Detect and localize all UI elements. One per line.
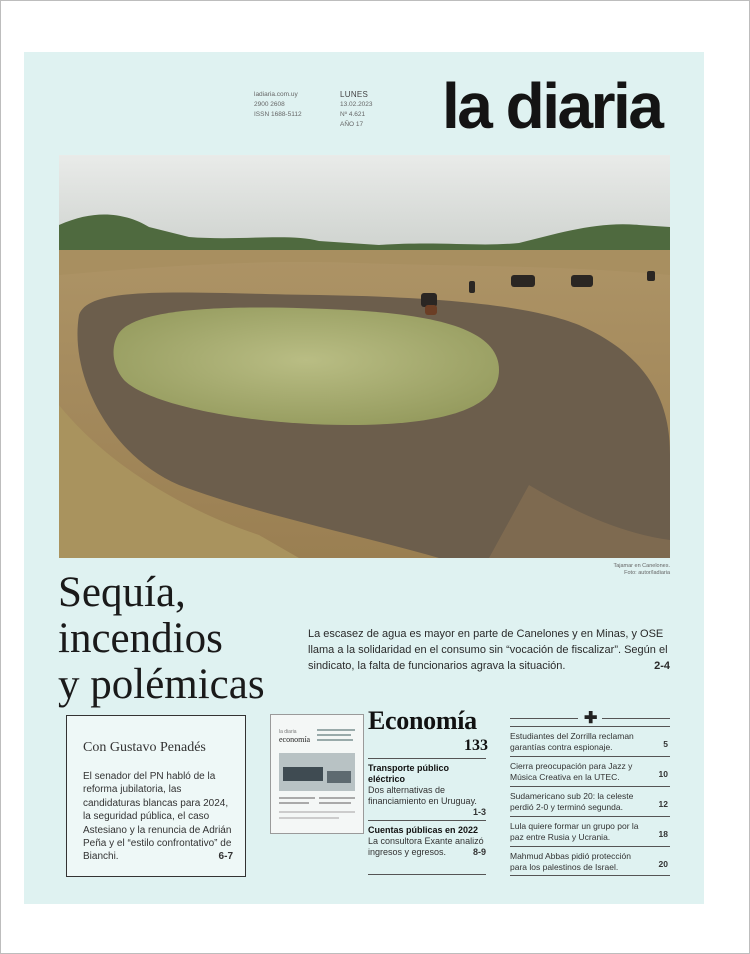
front-page bbox=[24, 52, 704, 904]
issn-text: ISSN 1688-5112 bbox=[254, 111, 302, 118]
date-text: 13.02.2023 bbox=[340, 101, 373, 108]
economia-item-heading: Transporte público eléctrico bbox=[368, 763, 450, 784]
interview-box[interactable] bbox=[66, 715, 246, 877]
brief-text: Sudamericano sub 20: la celeste perdió 2-0 y terminó segunda. bbox=[510, 791, 634, 812]
issue-number-text: Nº 4.621 bbox=[340, 111, 366, 118]
brief-item[interactable] bbox=[510, 816, 670, 845]
economia-item-text: Dos alternativas de financiamiento en Uruguay. bbox=[368, 785, 477, 806]
briefs-header bbox=[510, 710, 670, 727]
interview-text: El senador del PN habló de la reforma jubilatoria, las candidaturas blancas para 2024, la seguridad pública, el caso Astesiano y la renuncia de Adrián Peña y el “estilo confrontativo” de Bianchi. bbox=[83, 771, 232, 863]
economia-item-text: La consultora Exante analizó ingresos y egresos. bbox=[368, 836, 484, 857]
economia-item[interactable] bbox=[368, 825, 486, 858]
brief-page: 10 bbox=[658, 768, 668, 779]
economia-issue-number: 133 bbox=[464, 737, 488, 754]
drought-pond-illustration bbox=[59, 155, 670, 558]
headline-line-1: Sequía, incendios bbox=[58, 569, 223, 662]
economia-item-pages: 8-9 bbox=[472, 847, 486, 857]
economia-item-heading: Cuentas públicas en 2022 bbox=[368, 825, 479, 835]
newspaper-logo: la diaria bbox=[442, 70, 662, 142]
interview-pages: 6-7 bbox=[218, 851, 233, 863]
plus-cross-icon: ✚ bbox=[584, 710, 598, 727]
brief-page: 18 bbox=[658, 828, 668, 839]
lede-pages: 2-4 bbox=[654, 660, 670, 672]
brief-item[interactable] bbox=[510, 726, 670, 755]
lede-text: La escasez de agua es mayor en parte de Canelones y en Minas, y OSE llama a la solidaridad en el consumo sin “vocación de fiscalizar”. Según el sindicato, la falta de funcionarios agrava la situación. bbox=[308, 628, 668, 672]
economia-title[interactable]: Economía bbox=[368, 706, 477, 735]
economia-divider bbox=[368, 820, 486, 821]
headline-line-2: y polémicas bbox=[58, 661, 265, 708]
phone-text: 2900 2608 bbox=[254, 101, 285, 108]
svg-text:la diaria: la diaria bbox=[279, 729, 297, 735]
economia-item-pages: 1-3 bbox=[472, 807, 486, 817]
brief-item[interactable] bbox=[510, 846, 670, 876]
briefs-header-line bbox=[602, 718, 670, 719]
thumb-label: economía bbox=[279, 735, 311, 744]
photo-caption bbox=[613, 563, 670, 577]
brief-text: Mahmud Abbas pidió protección para los palestinos de Israel. bbox=[510, 851, 631, 872]
main-lede bbox=[308, 626, 670, 674]
brief-page: 5 bbox=[663, 738, 668, 749]
brief-text: Estudiantes del Zorrilla reclaman garantías contra espionaje. bbox=[510, 731, 634, 752]
website-text: ladiaria.com.uy bbox=[254, 91, 298, 98]
year-text: AÑO 17 bbox=[340, 121, 364, 128]
brief-page: 12 bbox=[658, 798, 668, 809]
economia-divider bbox=[368, 758, 486, 759]
cover-photo bbox=[59, 155, 670, 558]
brief-item[interactable] bbox=[510, 756, 670, 785]
economia-cover-thumbnail[interactable] bbox=[270, 714, 364, 834]
weekday-text: LUNES bbox=[340, 90, 369, 99]
economia-divider bbox=[368, 874, 486, 875]
supplement-thumbnail-icon bbox=[271, 715, 363, 833]
masthead-info-date bbox=[340, 90, 373, 130]
masthead-info-left bbox=[254, 90, 302, 120]
brief-page: 20 bbox=[658, 858, 668, 869]
economia-item[interactable] bbox=[368, 763, 486, 818]
interview-title: Con Gustavo Penadés bbox=[83, 740, 206, 755]
caption-line: Tajamar en Canelones. bbox=[613, 563, 670, 569]
brief-text: Cierra preocupación para Jazz y Música Creativa en la UTEC. bbox=[510, 761, 633, 782]
interview-body bbox=[83, 770, 233, 864]
brief-item[interactable] bbox=[510, 786, 670, 815]
briefs-header-line bbox=[510, 718, 578, 719]
brief-text: Lula quiere formar un grupo por la paz entre Rusia y Ucrania. bbox=[510, 821, 639, 842]
caption-credit: Foto: autor/ladiaria bbox=[624, 570, 670, 576]
